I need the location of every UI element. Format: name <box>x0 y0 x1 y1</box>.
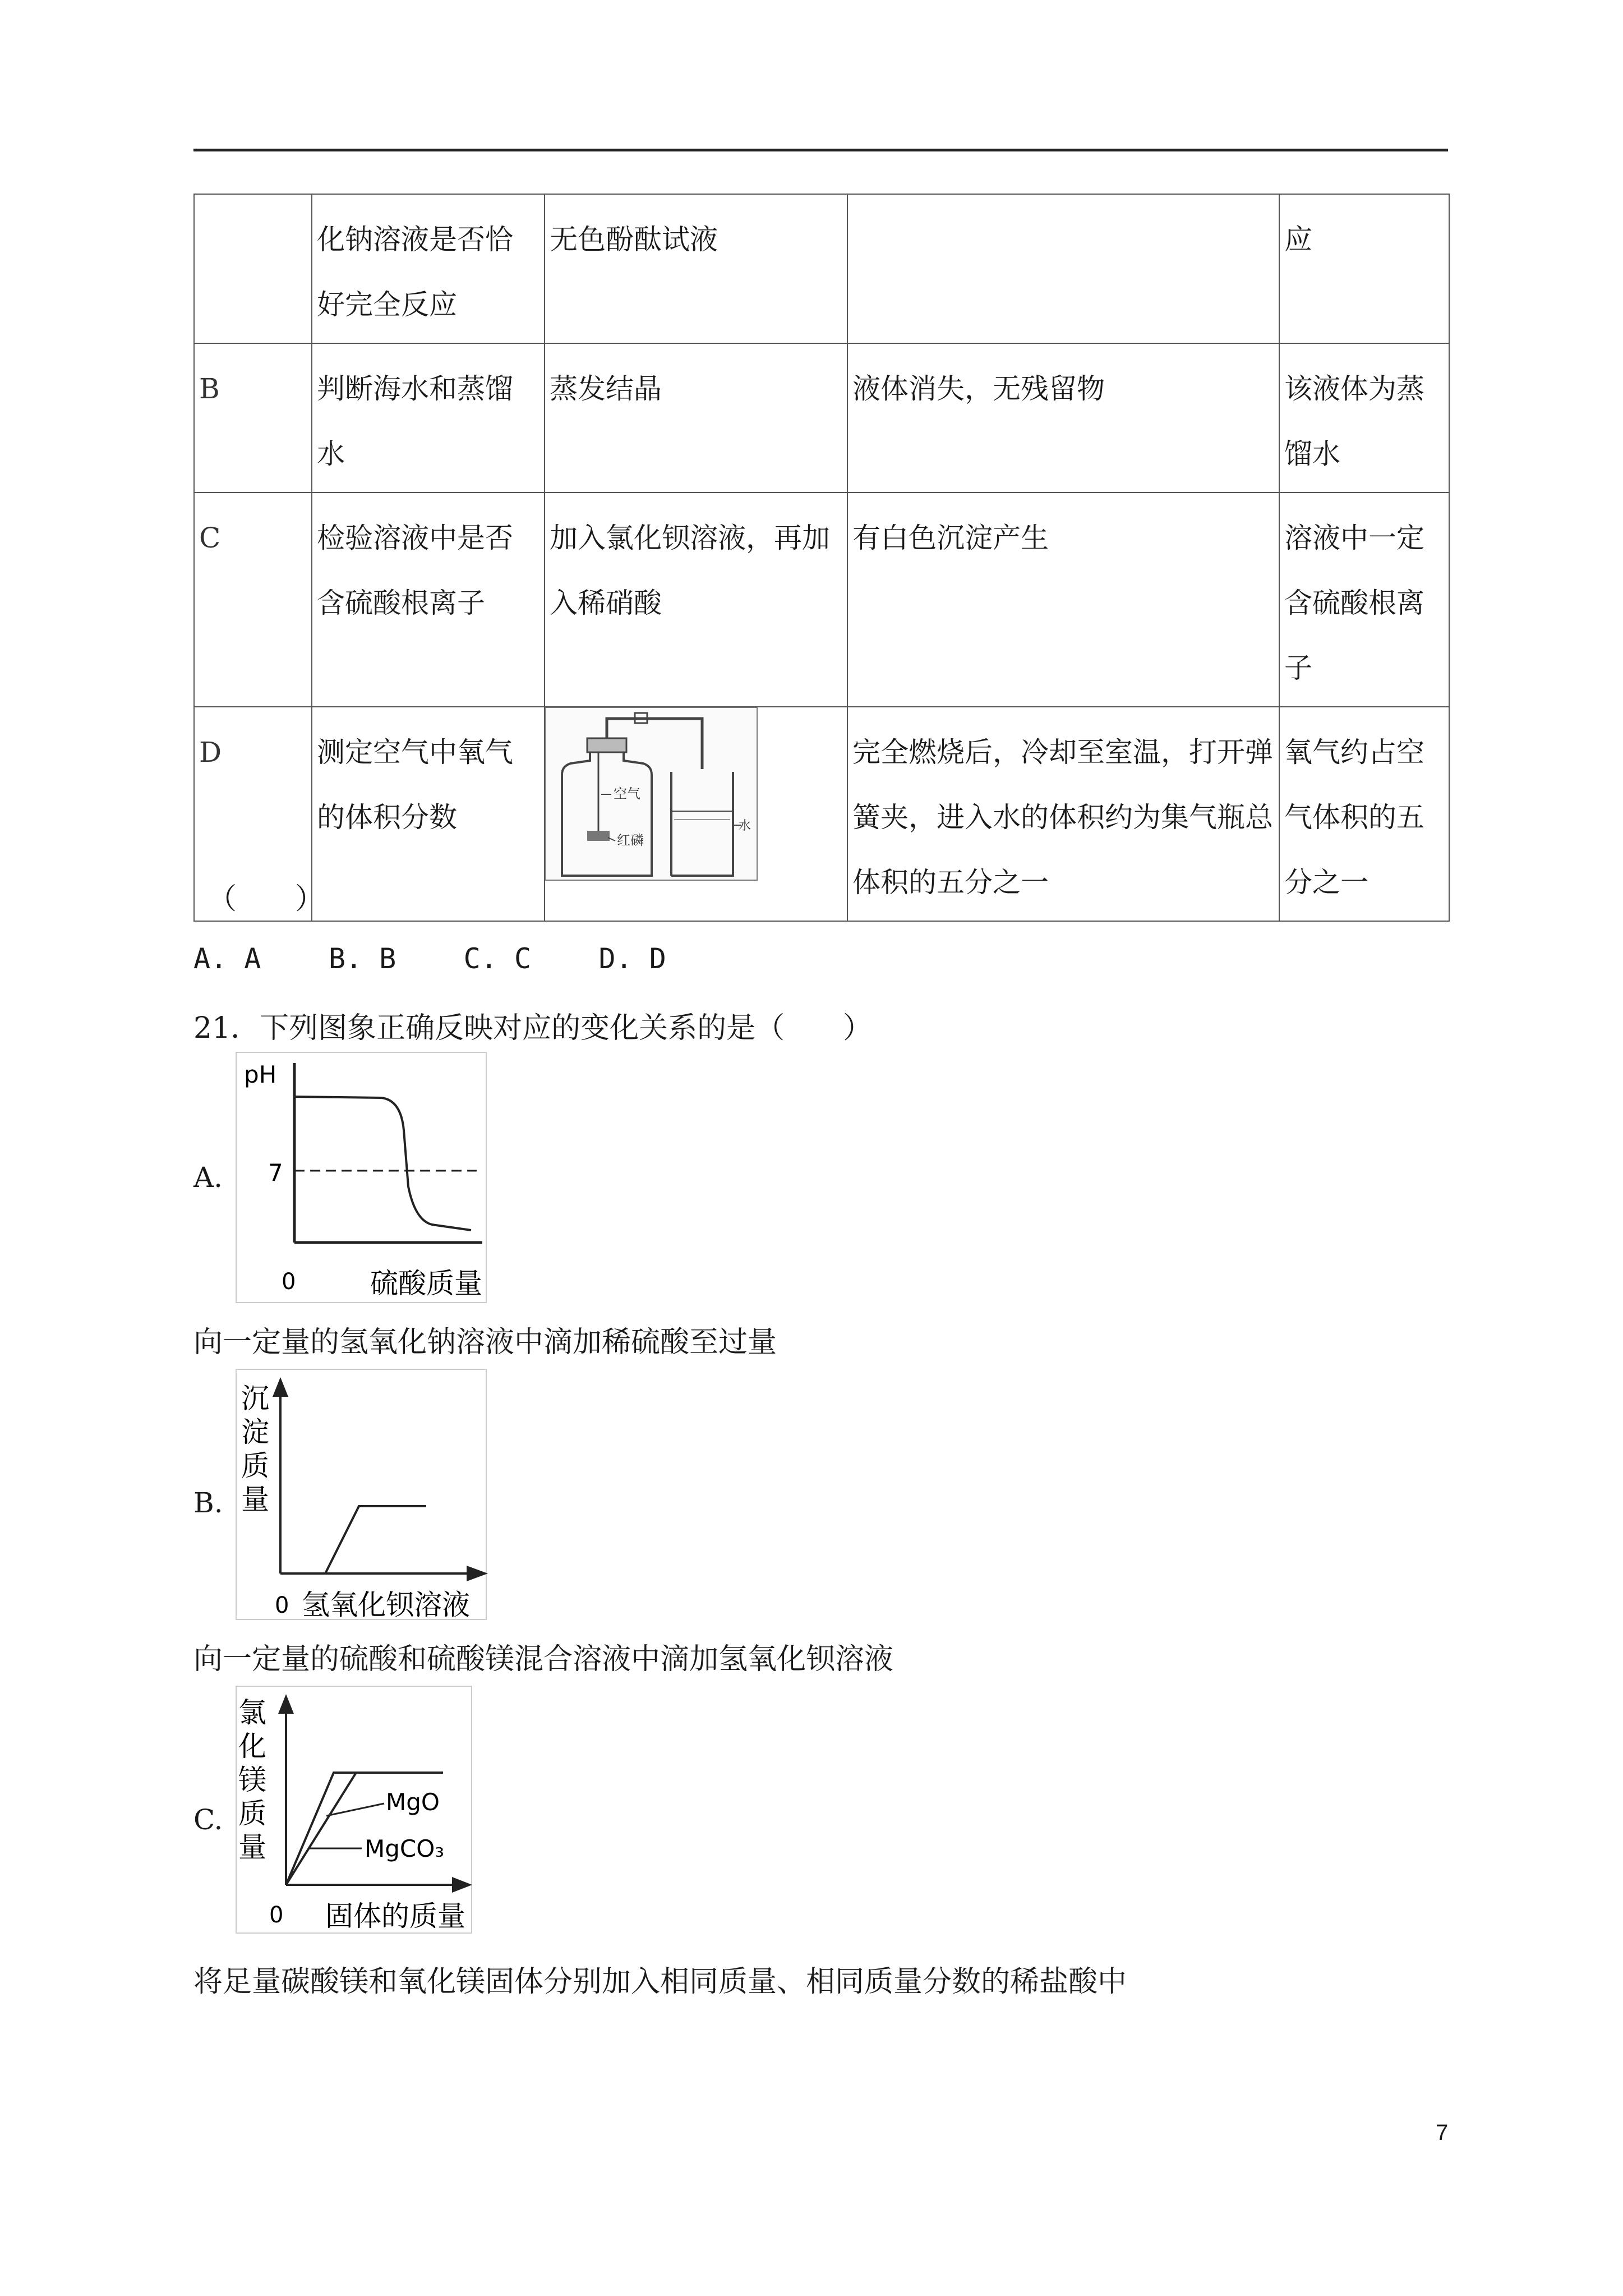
graph-a-ph-curve <box>294 1097 471 1230</box>
graph-c-y-label-3: 质 <box>238 1797 266 1830</box>
conclusion-cell: 氧气约占空气体积的五分之一 <box>1279 707 1449 921</box>
graph-b-precipitate-line <box>325 1506 426 1573</box>
purpose-cell: 判断海水和蒸馏水 <box>312 343 545 493</box>
table-row <box>194 707 1449 921</box>
row-label <box>194 194 312 343</box>
option-a-caption: 向一定量的氢氧化钠溶液中滴加稀硫酸至过量 <box>193 1326 777 1359</box>
row-label: B <box>194 343 312 493</box>
conclusion-cell: 溶液中一定含硫酸根离子 <box>1279 493 1449 707</box>
table-row <box>194 194 1449 343</box>
header-rule <box>193 149 1448 151</box>
phenomenon-cell <box>847 194 1279 343</box>
graph-b-origin: 0 <box>275 1593 289 1618</box>
method-cell: 无色酚酞试液 <box>545 194 847 343</box>
question-21-title: 21．下列图象正确反映对应的变化关系的是（ ） <box>193 1011 873 1045</box>
oxygen-apparatus-diagram <box>545 707 758 881</box>
graph-c-mgco3-line <box>286 1773 356 1885</box>
graph-c <box>236 1686 477 1935</box>
apparatus-water-label: 水 <box>739 819 751 833</box>
option-a-letter: A. <box>193 1161 223 1194</box>
graph-b <box>236 1369 494 1621</box>
apparatus-air-label: 空气 <box>614 786 640 802</box>
table-row <box>194 493 1449 707</box>
apparatus-phosphorus-label: 红磷 <box>617 832 644 848</box>
row-label: D <box>194 707 312 921</box>
graph-c-x-label: 固体的质量 <box>325 1900 465 1932</box>
graph-c-series-mgo: MgO <box>386 1788 440 1816</box>
phenomenon-cell: 液体消失，无残留物 <box>847 343 1279 493</box>
experiment-table <box>193 194 1450 922</box>
option-c-caption: 将足量碳酸镁和氧化镁固体分别加入相同质量、相同质量分数的稀盐酸中 <box>193 1965 1127 1999</box>
graph-c-y-label-0: 氯 <box>238 1696 266 1729</box>
phenomenon-cell: 有白色沉淀产生 <box>847 493 1279 707</box>
option-b-letter: B. <box>193 1487 223 1519</box>
graph-a-ref-tick: 7 <box>268 1159 283 1186</box>
graph-c-y-label-2: 镁 <box>238 1764 266 1796</box>
apparatus-cell <box>545 707 847 921</box>
row-label: C <box>194 493 312 707</box>
purpose-cell: 检验溶液中是否含硫酸根离子 <box>312 493 545 707</box>
graph-a-x-label: 硫酸质量 <box>370 1267 482 1300</box>
graph-b-y-label-2: 质 <box>241 1450 269 1482</box>
graph-a <box>236 1052 499 1304</box>
answer-paren: （ ） <box>208 882 325 916</box>
method-cell: 加入氯化钡溶液，再加入稀硝酸 <box>545 493 847 707</box>
graph-b-y-label-0: 沉 <box>241 1382 269 1415</box>
graph-c-origin: 0 <box>269 1902 284 1928</box>
conclusion-cell: 该液体为蒸馏水 <box>1279 343 1449 493</box>
graph-c-y-label-1: 化 <box>238 1730 266 1763</box>
table-row <box>194 343 1449 493</box>
graph-c-series-mgco3: MgCO₃ <box>365 1835 445 1862</box>
purpose-cell: 测定空气中氧气的体积分数 <box>312 707 545 921</box>
phenomenon-cell: 完全燃烧后，冷却至室温，打开弹簧夹，进入水的体积约为集气瓶总体积的五分之一 <box>847 707 1279 921</box>
graph-c-y-label-4: 量 <box>238 1831 266 1864</box>
graph-b-y-label-1: 淀 <box>241 1416 269 1448</box>
graph-a-y-label: pH <box>244 1061 277 1088</box>
method-cell: 蒸发结晶 <box>545 343 847 493</box>
answer-choices: A. A B. B C. C D. D <box>193 942 666 975</box>
option-c-letter: C. <box>193 1803 223 1836</box>
purpose-cell: 化钠溶液是否恰好完全反应 <box>312 194 545 343</box>
option-b-caption: 向一定量的硫酸和硫酸镁混合溶液中滴加氢氧化钡溶液 <box>193 1642 894 1676</box>
graph-a-origin: 0 <box>282 1269 296 1295</box>
page-number: 7 <box>1436 2120 1449 2145</box>
conclusion-cell: 应 <box>1279 194 1449 343</box>
graph-b-y-label-3: 量 <box>241 1483 269 1516</box>
graph-b-x-label: 氢氧化钡溶液 <box>302 1589 470 1621</box>
